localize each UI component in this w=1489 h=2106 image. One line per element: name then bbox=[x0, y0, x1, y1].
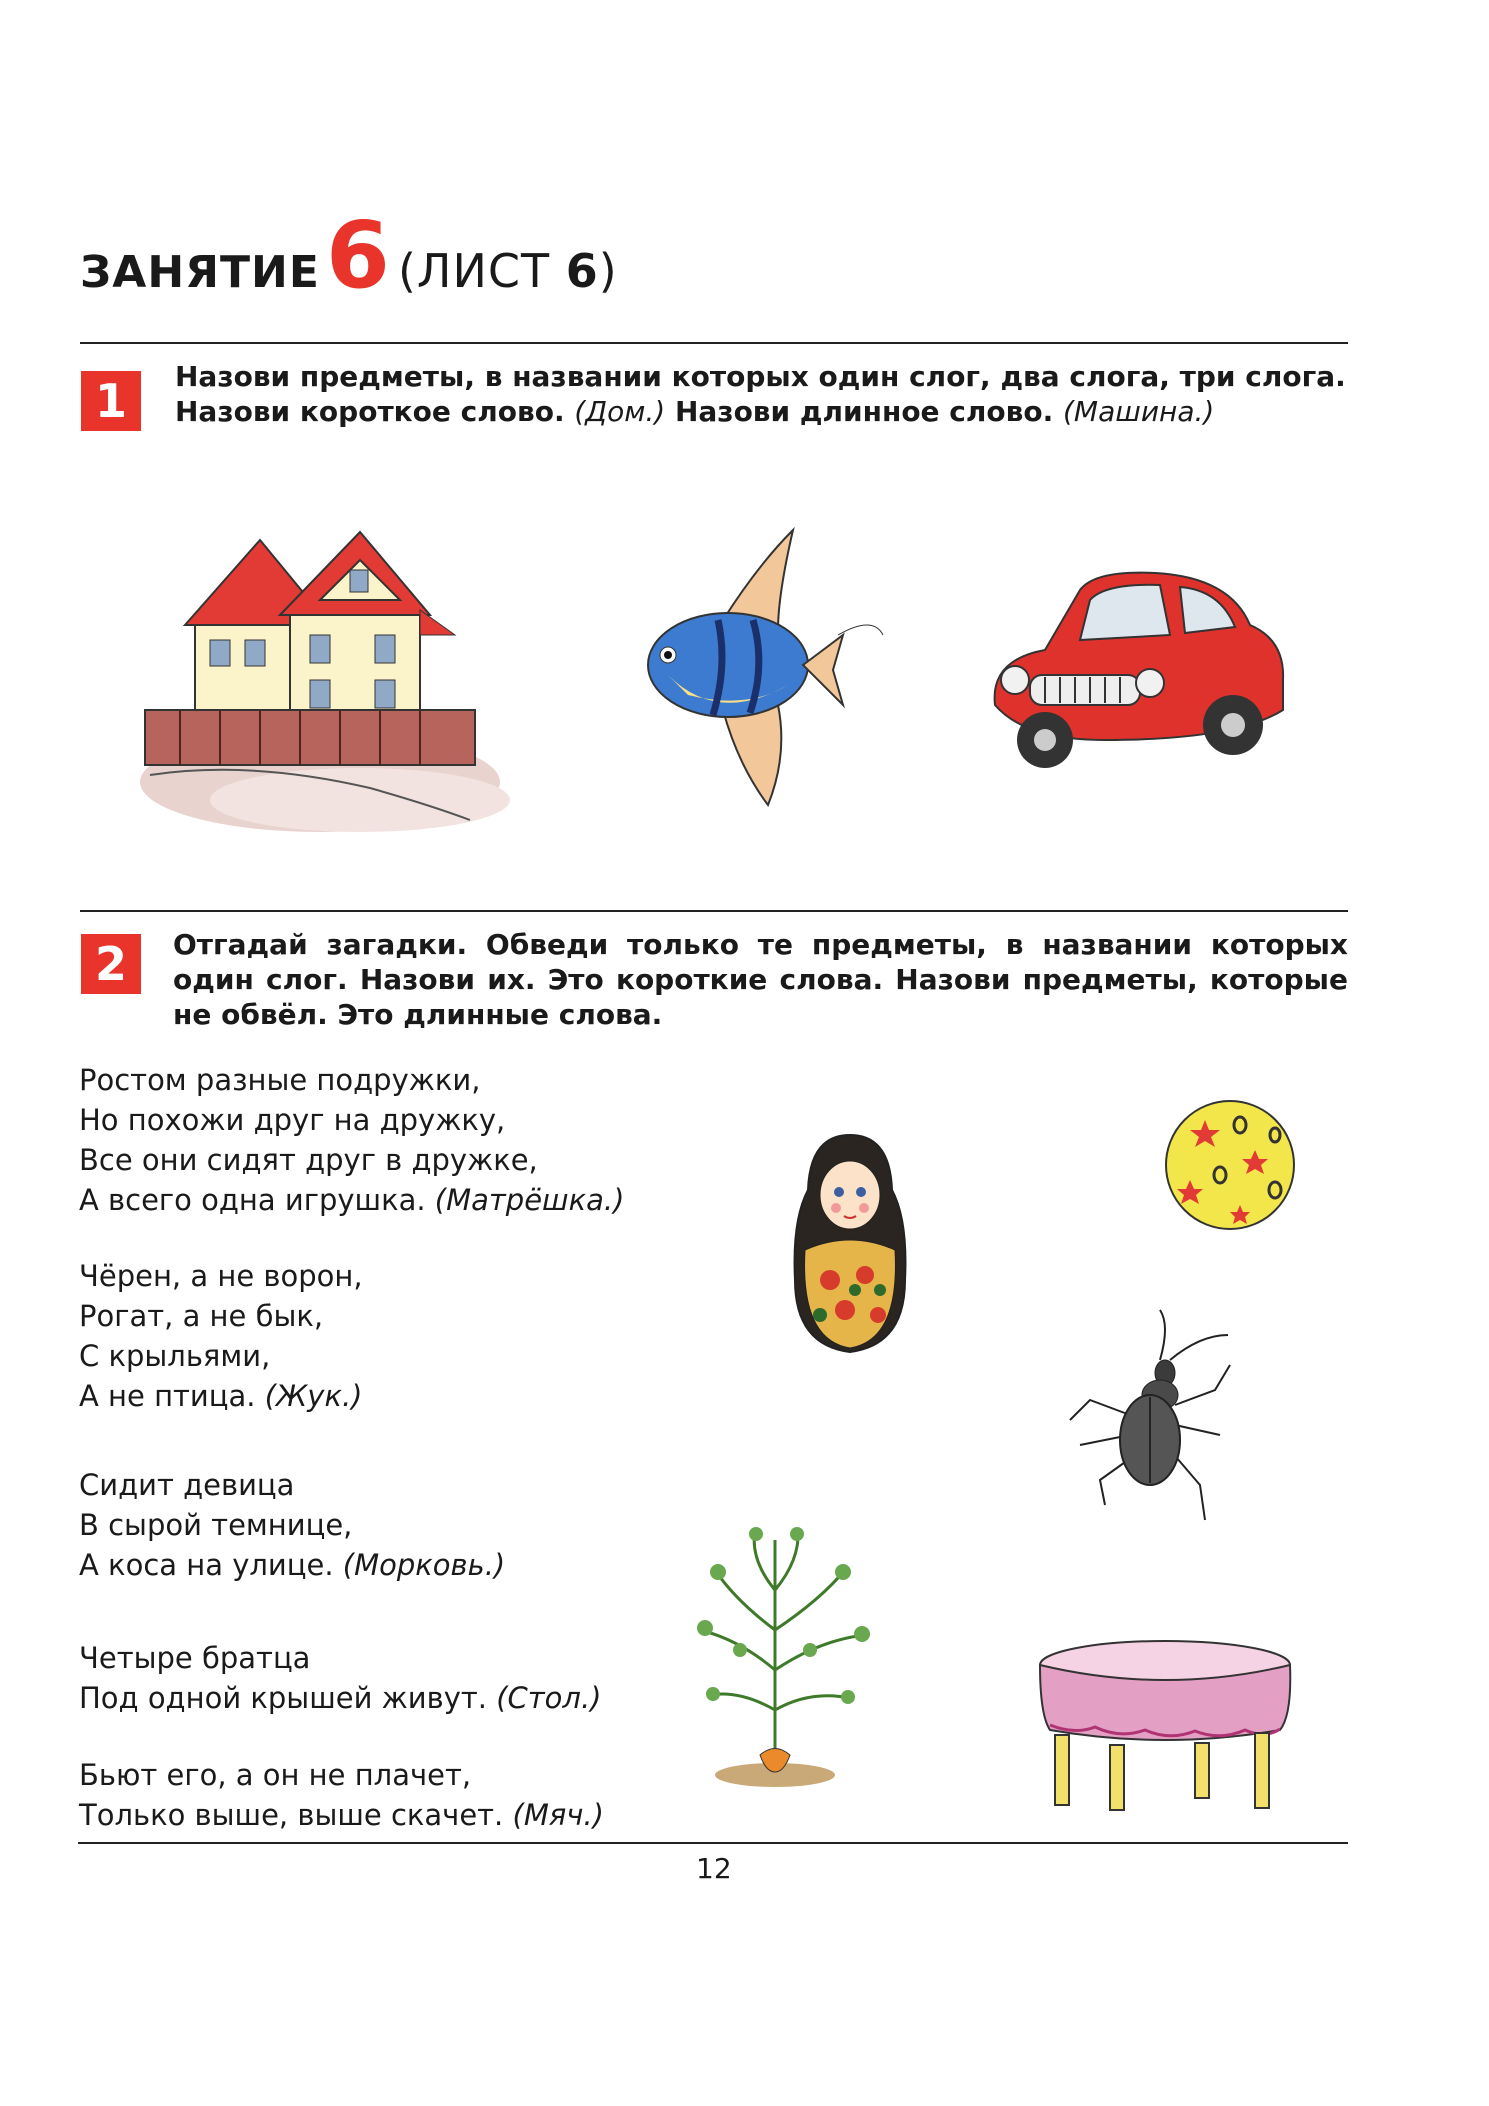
task2-instructions: Отгадай загадки. Обведи только те предметы, в названии которых один слог. Назови их. Это короткие слова. Назови предметы, которые не обвёл. Это длинные слова. bbox=[173, 928, 1348, 1031]
lesson-number: 6 bbox=[325, 202, 390, 309]
riddle-3-answer: (Морковь.) bbox=[342, 1548, 506, 1582]
page-number: 12 bbox=[696, 1852, 732, 1885]
task2-badge: 2 bbox=[81, 934, 141, 994]
divider-bottom bbox=[78, 1842, 1348, 1844]
riddle-1-answer: (Матрёшка.) bbox=[434, 1183, 625, 1217]
riddle-1: Ростом разные подружки, Но похожи друг на дружку, Все они сидят друг в дружке, А всего одна игрушка. (Матрёшка.) bbox=[79, 1063, 625, 1217]
riddle-2: Чёрен, а не ворон, Рогат, а не бык, С крыльями, А не птица. (Жук.) bbox=[79, 1259, 363, 1413]
riddle-5-answer: (Мяч.) bbox=[512, 1798, 604, 1832]
lesson-word: ЗАНЯТИЕ bbox=[80, 247, 320, 298]
matryoshka-picture bbox=[790, 1130, 910, 1360]
carrot-picture bbox=[680, 1520, 890, 1790]
beetle-picture bbox=[1060, 1305, 1240, 1535]
ball-picture bbox=[1160, 1095, 1305, 1240]
task1-instructions bbox=[175, 359, 1355, 429]
house-picture bbox=[130, 520, 515, 840]
lesson-title bbox=[80, 202, 618, 309]
riddle-5: Бьют его, а он не плачет, Только выше, выше скачет. (Мяч.) bbox=[79, 1758, 604, 1832]
riddle-4: Четыре братца Под одной крышей живут. (Стол.) bbox=[79, 1641, 602, 1715]
riddle-4-answer: (Стол.) bbox=[496, 1681, 602, 1715]
riddle-3: Сидит девица В сырой темнице, А коса на улице. (Морковь.) bbox=[79, 1468, 506, 1582]
riddle-2-answer: (Жук.) bbox=[264, 1379, 363, 1413]
task1-line1: Назови предметы, в названии которых один слог, два слога, три слога. bbox=[175, 360, 1346, 393]
task1-badge: 1 bbox=[81, 371, 141, 431]
divider-middle bbox=[80, 910, 1348, 912]
divider-top bbox=[80, 342, 1348, 344]
car-picture bbox=[985, 565, 1300, 780]
table-picture bbox=[1030, 1635, 1300, 1815]
sheet-label: (ЛИСТ 6) bbox=[397, 244, 618, 298]
fish-picture bbox=[628, 525, 888, 810]
task1-line2: Назови короткое слово. (Дом.) Назови длинное слово. (Машина.) bbox=[175, 395, 1215, 428]
sheet-number: 6 bbox=[565, 244, 599, 298]
